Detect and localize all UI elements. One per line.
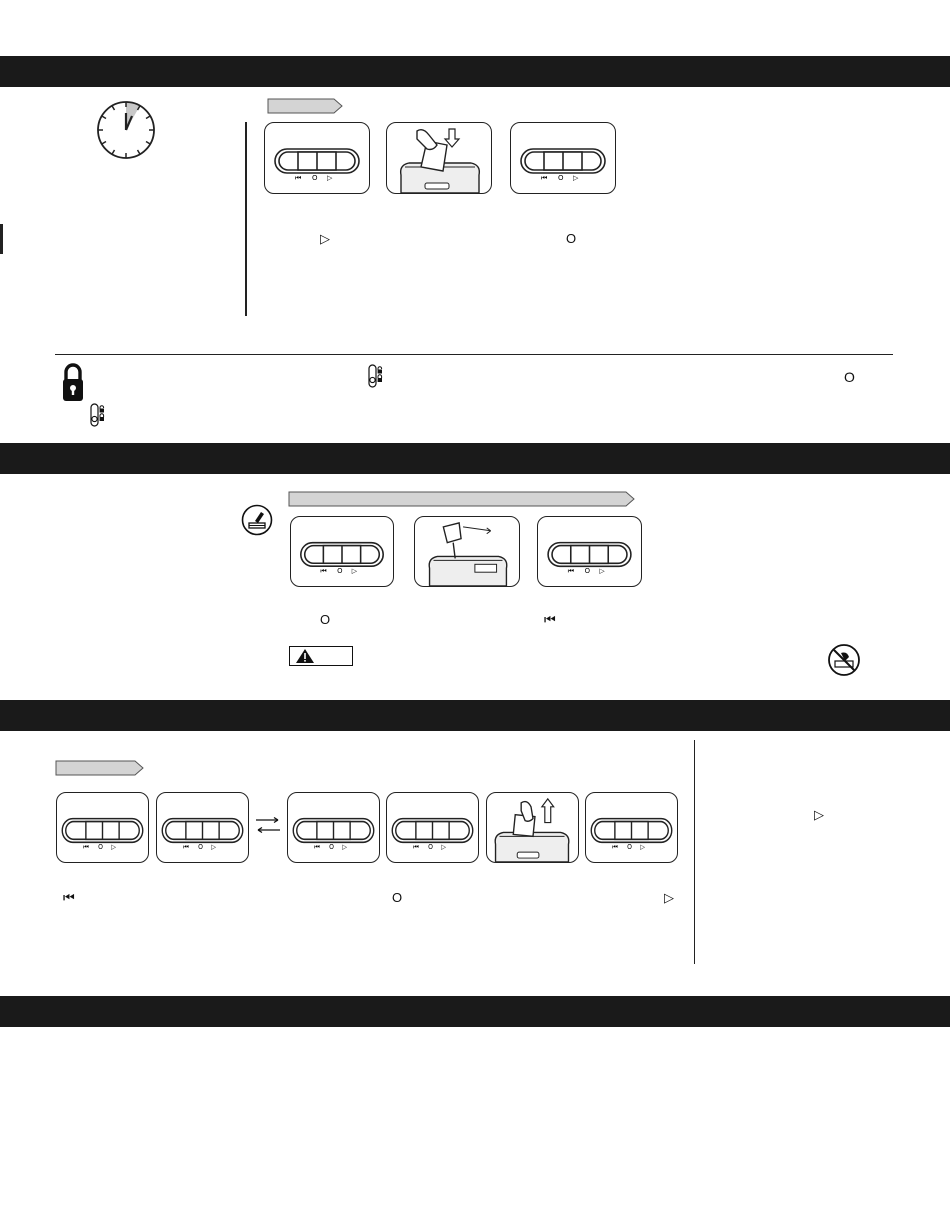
forward-symbol: ▷ xyxy=(320,231,330,246)
svg-text:⏮: ⏮ xyxy=(612,842,618,852)
no-aerosol-icon xyxy=(827,643,861,677)
svg-text:▷: ▷ xyxy=(211,842,216,852)
svg-text:⏮: ⏮ xyxy=(413,842,419,852)
off-symbol: O xyxy=(392,890,403,905)
off-symbol: O xyxy=(566,231,577,246)
switch-panel-3d xyxy=(386,792,479,863)
svg-text:▷: ▷ xyxy=(342,842,347,852)
svg-text:▷: ▷ xyxy=(351,567,358,576)
sequence-arrow-3 xyxy=(55,760,145,776)
warning-box xyxy=(289,646,353,666)
vertical-divider-1 xyxy=(245,122,247,316)
switch-lock-icon xyxy=(368,364,384,388)
section-header-band-4 xyxy=(0,996,950,1027)
switch-lock-icon xyxy=(90,403,106,427)
svg-text:⏮: ⏮ xyxy=(314,842,320,852)
reverse-symbol: ⏮ xyxy=(544,612,556,627)
svg-text:⏮: ⏮ xyxy=(183,842,189,852)
svg-text:▷: ▷ xyxy=(327,174,333,182)
switch-panel-3f xyxy=(585,792,678,863)
left-margin-tick xyxy=(0,224,3,254)
svg-text:⏮: ⏮ xyxy=(567,567,575,576)
oil-pen-icon xyxy=(241,504,273,536)
svg-text:O: O xyxy=(198,842,203,852)
switch-panel-1a xyxy=(264,122,370,194)
svg-text:O: O xyxy=(584,567,590,576)
forward-symbol: ▷ xyxy=(664,890,674,905)
switch-panel-1c xyxy=(510,122,616,194)
section-header-band-2 xyxy=(0,443,950,474)
off-symbol: O xyxy=(320,612,331,627)
switch-panel-3c xyxy=(287,792,380,863)
svg-text:▷: ▷ xyxy=(573,174,579,182)
vertical-divider-3 xyxy=(694,740,695,964)
svg-text:O: O xyxy=(98,842,103,852)
svg-text:⏮: ⏮ xyxy=(83,842,89,852)
svg-text:⏮: ⏮ xyxy=(295,174,302,182)
padlock-icon xyxy=(62,362,84,402)
forward-symbol: ▷ xyxy=(814,807,824,822)
back-and-forth-arrows xyxy=(254,814,282,836)
switch-panel-3a xyxy=(56,792,149,863)
section-header-band-3 xyxy=(0,700,950,731)
reverse-symbol: ⏮ xyxy=(63,890,75,905)
svg-text:▷: ▷ xyxy=(599,567,605,576)
warning-triangle-icon xyxy=(295,648,315,664)
switch-panel-2c xyxy=(537,516,642,587)
sequence-arrow-1 xyxy=(267,98,343,114)
shredder-oil-illustration xyxy=(414,516,520,587)
svg-text:▷: ▷ xyxy=(441,842,446,852)
svg-text:⏮: ⏮ xyxy=(541,174,548,182)
switch-panel-3b xyxy=(156,792,249,863)
clock-icon xyxy=(94,98,158,162)
sequence-arrow-2 xyxy=(288,491,636,507)
shredder-remove-paper-illustration xyxy=(486,792,579,863)
svg-text:O: O xyxy=(329,842,334,852)
shredder-insert-paper-illustration xyxy=(386,122,492,194)
section-header-band-1 xyxy=(0,56,950,87)
svg-text:O: O xyxy=(428,842,433,852)
svg-text:O: O xyxy=(337,567,343,576)
switch-panel-2a xyxy=(290,516,394,587)
svg-text:O: O xyxy=(558,174,564,182)
off-symbol: O xyxy=(844,369,855,385)
svg-text:O: O xyxy=(627,842,632,852)
lock-rule xyxy=(55,354,893,355)
svg-text:▷: ▷ xyxy=(640,842,645,852)
svg-text:▷: ▷ xyxy=(111,842,116,852)
svg-text:O: O xyxy=(312,174,318,182)
svg-text:⏮: ⏮ xyxy=(320,567,327,576)
